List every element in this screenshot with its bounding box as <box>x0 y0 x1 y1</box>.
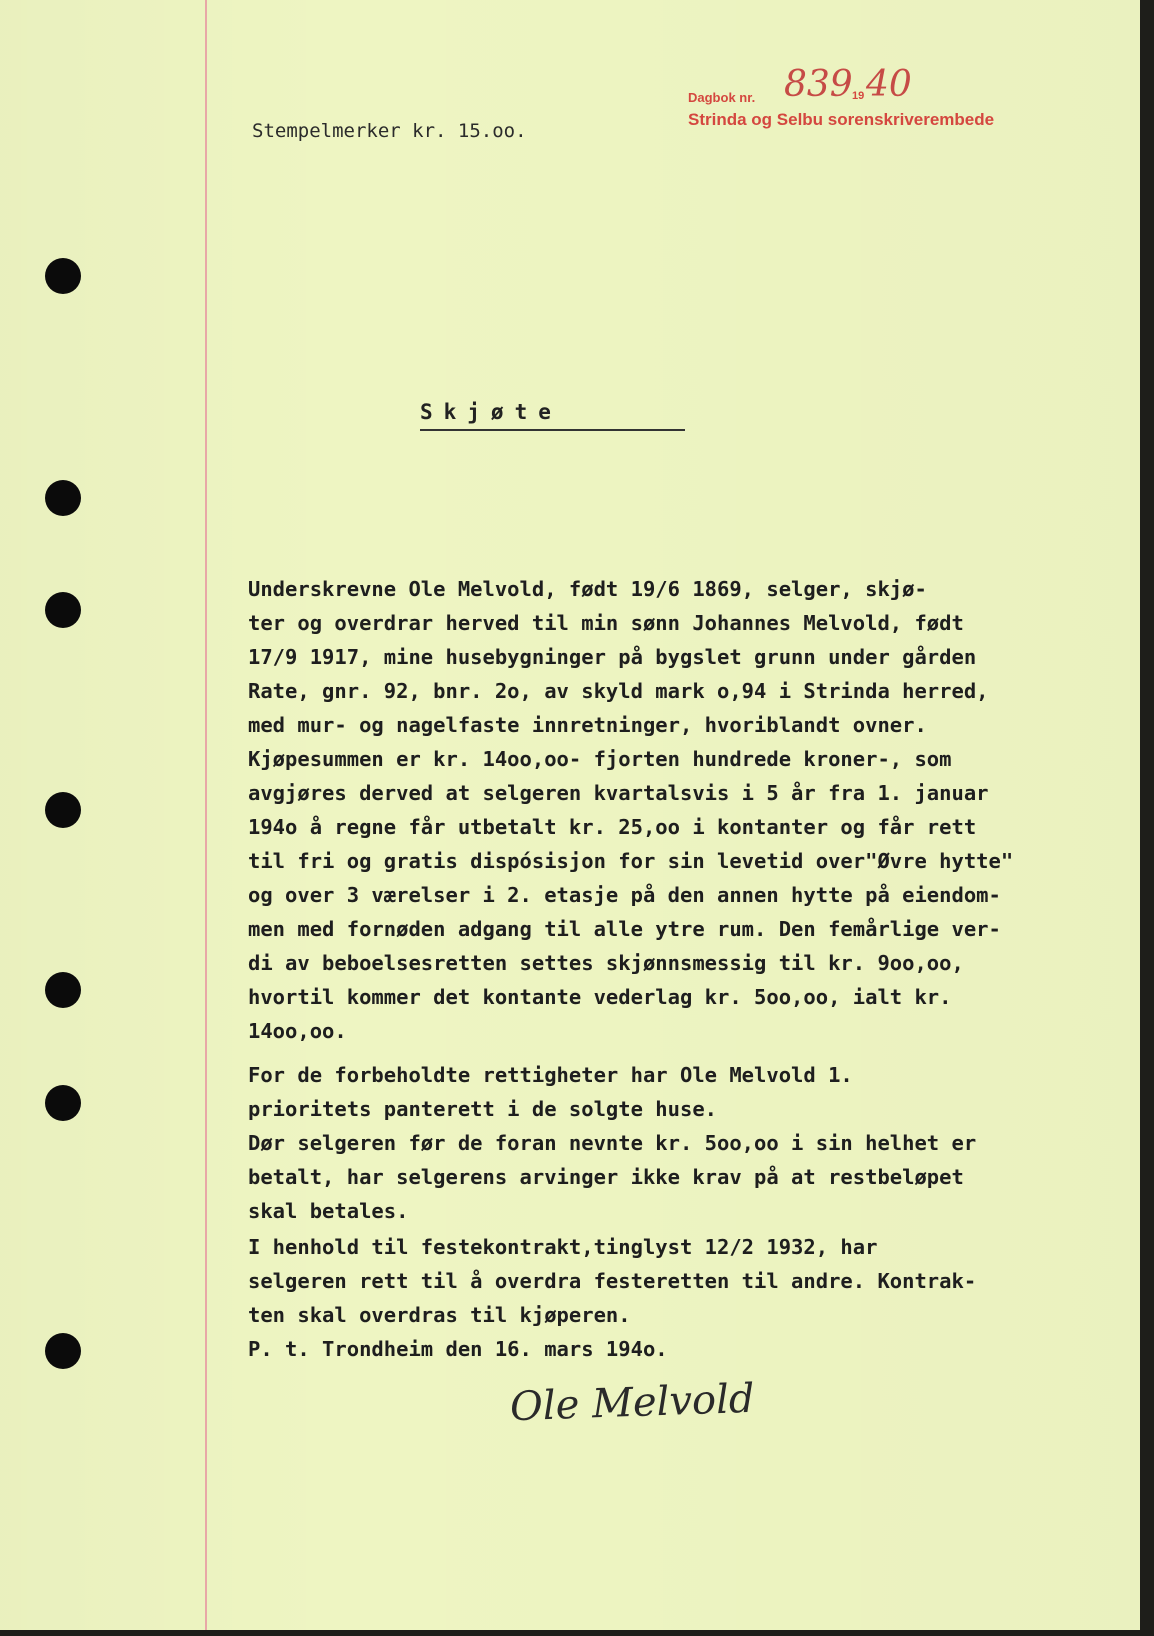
handwritten-signature: Ole Melvold <box>509 1375 756 1431</box>
text-line: selgeren rett til å overdra festeretten til andre. Kontrak- <box>248 1269 977 1293</box>
text-line: hvortil kommer det kontante vederlag kr. 5oo,oo, ialt kr. <box>248 985 952 1009</box>
binder-hole <box>45 1085 81 1121</box>
text-line: di av beboelsesretten settes skjønnsmessig til kr. 9oo,oo, <box>248 951 964 975</box>
paragraph-2 <box>248 1058 1120 1228</box>
binder-hole <box>45 592 81 628</box>
text-line: til fri og gratis dispósisjon for sin levetid over"Øvre hytte" <box>248 849 1014 873</box>
text-line: med mur- og nagelfaste innretninger, hvoriblandt ovner. <box>248 713 927 737</box>
binder-hole <box>45 480 81 516</box>
text-line: prioritets panterett i de solgte huse. <box>248 1097 717 1121</box>
stamp-year: 40 <box>866 64 912 105</box>
text-line: avgjøres derved at selgeren kvartalsvis i 5 år fra 1. januar <box>248 781 989 805</box>
document-title: Skjøte <box>420 400 562 424</box>
text-line: ten skal overdras til kjøperen. <box>248 1303 631 1327</box>
text-line: Kjøpesummen er kr. 14oo,oo- fjorten hundrede kroner-, som <box>248 747 952 771</box>
stempelmerker-note: Stempelmerker kr. 15.oo. <box>252 120 527 142</box>
stamp-office: Strinda og Selbu sorenskriverembede <box>688 110 995 129</box>
text-line: betalt, har selgerens arvinger ikke krav på at restbeløpet <box>248 1165 964 1189</box>
text-line: ter og overdrar herved til min sønn Johannes Melvold, født <box>248 611 964 635</box>
text-line: 194o å regne får utbetalt kr. 25,oo i kontanter og får rett <box>248 815 977 839</box>
binder-hole <box>45 258 81 294</box>
text-line: For de forbeholdte rettigheter har Ole Melvold 1. <box>248 1063 853 1087</box>
paragraph-3 <box>248 1230 1120 1366</box>
text-line: Dør selgeren før de foran nevnte kr. 5oo,oo i sin helhet er <box>248 1131 977 1155</box>
registry-stamp <box>688 64 995 130</box>
stamp-prefix: Dagbok nr. <box>688 90 756 105</box>
text-line: men med fornøden adgang til alle ytre rum. Den femårlige ver- <box>248 917 1001 941</box>
text-line: Rate, gnr. 92, bnr. 2o, av skyld mark o,94 i Strinda herred, <box>248 679 989 703</box>
margin-line <box>205 0 207 1630</box>
text-line: og over 3 værelser i 2. etasje på den annen hytte på eiendom- <box>248 883 1001 907</box>
title-underline <box>420 429 685 431</box>
stamp-number: 839 <box>784 64 853 105</box>
place-date: P. t. Trondheim den 16. mars 194o. <box>248 1337 668 1361</box>
text-line: 17/9 1917, mine husebygninger på bygslet grunn under gården <box>248 645 977 669</box>
binder-hole <box>45 792 81 828</box>
stamp-year-prefix: 19 <box>852 90 865 102</box>
paragraph-1 <box>248 572 1120 1048</box>
binder-hole <box>45 972 81 1008</box>
binder-hole <box>45 1333 81 1369</box>
text-line: Underskrevne Ole Melvold, født 19/6 1869, selger, skjø- <box>248 577 927 601</box>
text-line: I henhold til festekontrakt,tinglyst 12/2 1932, har <box>248 1235 878 1259</box>
text-line: 14oo,oo. <box>248 1019 347 1043</box>
text-line: skal betales. <box>248 1199 409 1223</box>
